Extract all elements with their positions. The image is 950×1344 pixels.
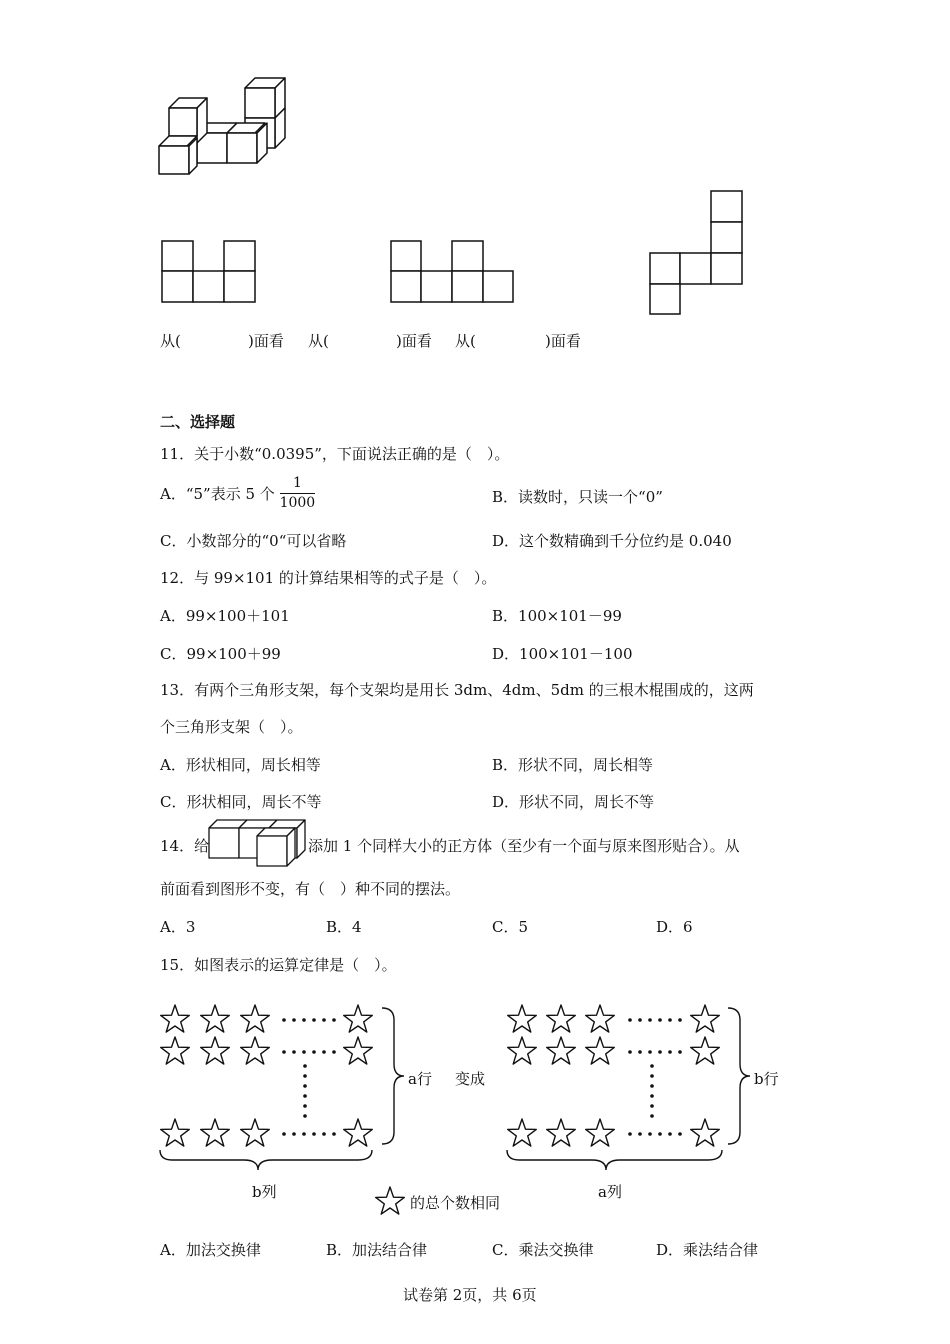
q13-stem-line2: 个三角形支架（ ）。	[160, 718, 303, 736]
view-1-label-prefix: 从(	[160, 332, 181, 350]
q12-option-d[interactable]: D．100×101－100	[492, 645, 633, 663]
q15-caption: 的总个数相同	[410, 1194, 501, 1212]
q14-option-c[interactable]: C．5	[492, 918, 529, 936]
q13-option-b[interactable]: B．形状不同，周长相等	[492, 756, 654, 774]
view-3-label-prefix: 从(	[455, 332, 476, 350]
q14-cube-figure	[207, 816, 309, 868]
q11-option-a-fraction	[280, 474, 316, 513]
q15-option-d[interactable]: D．乘法结合律	[656, 1241, 759, 1259]
q15-right-rows-label: b行	[754, 1070, 779, 1088]
q13-option-c[interactable]: C．形状相同，周长不等	[160, 793, 322, 811]
q12-option-c[interactable]: C．99×100＋99	[160, 645, 281, 663]
q11-option-a-text: A．“5”表示 5 个	[160, 485, 275, 503]
left-star-array	[160, 1005, 404, 1170]
fraction-numerator: 1	[280, 474, 316, 494]
q14-option-d[interactable]: D．6	[656, 918, 693, 936]
view-3-label-suffix: )面看	[545, 332, 581, 350]
q15-right-cols-label: a列	[598, 1183, 622, 1201]
view-2-label-prefix: 从(	[308, 332, 329, 350]
fraction-denominator: 1000	[279, 495, 316, 511]
q15-stem: 15．如图表示的运算定律是（ ）。	[160, 956, 397, 974]
q12-stem: 12．与 99×101 的计算结果相等的式子是（ ）。	[160, 569, 497, 587]
q11-stem: 11．关于小数“0.0395”，下面说法正确的是（ ）。	[160, 445, 510, 463]
view-1-grid	[161, 240, 257, 304]
q14-stem-line2: 前面看到图形不变，有（ ）种不同的摆法。	[160, 880, 461, 898]
q13-option-a[interactable]: A．形状相同，周长相等	[160, 756, 321, 774]
cube-stack-figure	[155, 70, 295, 180]
q14-option-b[interactable]: B．4	[326, 918, 362, 936]
right-star-array	[507, 1005, 750, 1170]
q14-stem-post: 添加 1 个同样大小的正方体（至少有一个面与原来图形贴合）。从	[308, 837, 740, 855]
q13-option-d[interactable]: D．形状不同，周长不等	[492, 793, 655, 811]
q13-stem-line1: 13．有两个三角形支架，每个支架均是用长 3dm、4dm、5dm 的三根木棍围成的，这两	[160, 681, 754, 699]
view-2-grid	[390, 240, 516, 304]
q11-option-a[interactable]	[160, 474, 315, 513]
q15-option-c[interactable]: C．乘法交换律	[492, 1241, 594, 1259]
view-3-grid	[649, 190, 745, 316]
q15-option-a[interactable]: A．加法交换律	[160, 1241, 261, 1259]
q14-stem-pre: 14．给	[160, 837, 210, 855]
q11-option-b[interactable]: B．读数时，只读一个“0”	[492, 488, 663, 506]
q14-option-a[interactable]: A．3	[160, 918, 196, 936]
view-1-label-suffix: )面看	[248, 332, 284, 350]
q11-option-d[interactable]: D．这个数精确到千分位约是 0.040	[492, 532, 732, 550]
page-footer: 试卷第 2页，共 6页	[403, 1286, 537, 1304]
q15-left-cols-label: b列	[252, 1183, 277, 1201]
q12-option-a[interactable]: A．99×100＋101	[160, 607, 290, 625]
q15-option-b[interactable]: B．加法结合律	[326, 1241, 428, 1259]
q15-left-rows-label: a行	[408, 1070, 432, 1088]
q12-option-b[interactable]: B．100×101－99	[492, 607, 622, 625]
view-2-label-suffix: )面看	[396, 332, 432, 350]
section-title: 二、选择题	[160, 413, 236, 431]
q15-change-label: 变成	[455, 1070, 486, 1088]
q11-option-c[interactable]: C．小数部分的“0“可以省略	[160, 532, 347, 550]
